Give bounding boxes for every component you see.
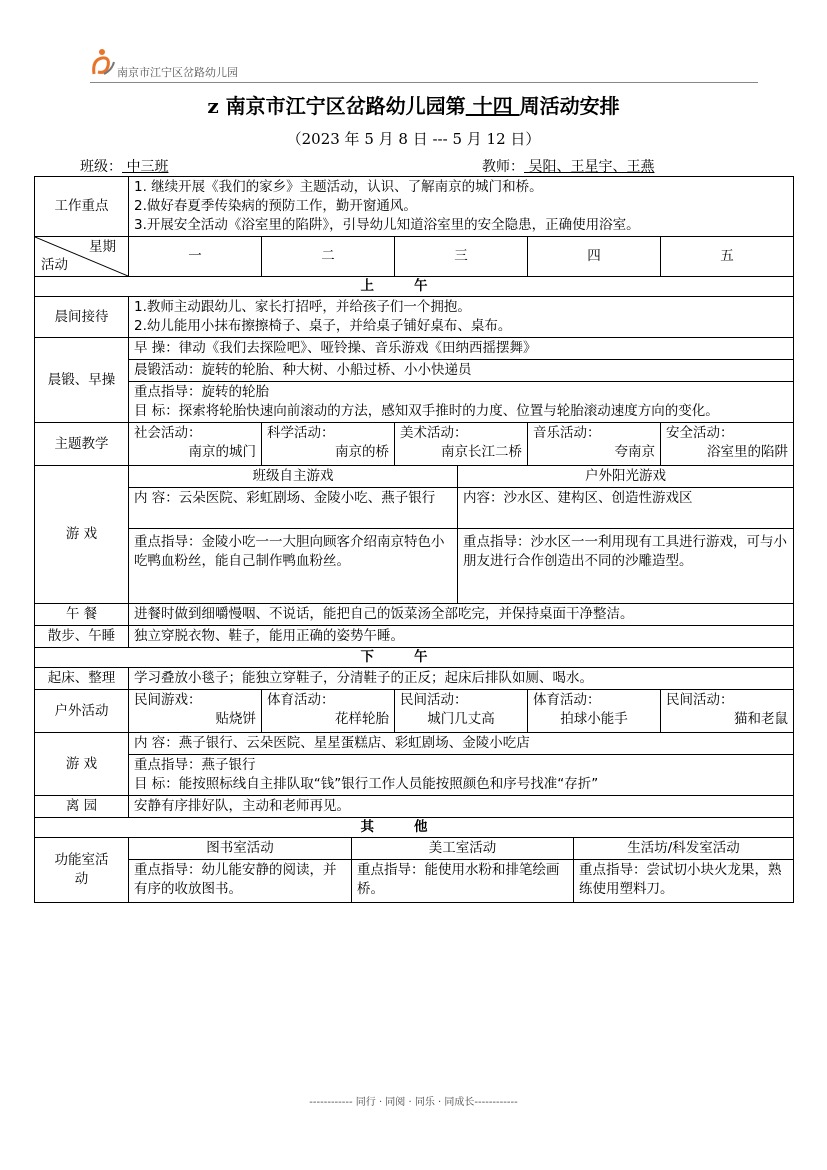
pm-games-focus: 重点指导：燕子银行 xyxy=(134,757,256,773)
weekday-tuesday: 二 xyxy=(262,237,395,277)
outdoor-item xyxy=(129,690,261,732)
work-focus-row xyxy=(35,177,794,237)
wakeup-label: 起床、整理 xyxy=(35,668,129,690)
other-section-row xyxy=(35,818,794,838)
outdoor-row xyxy=(35,690,794,733)
theme-name: 南京的城门 xyxy=(188,444,256,460)
theme-name: 南京长江二桥 xyxy=(441,444,522,460)
theme-type: 美术活动： xyxy=(400,425,468,441)
morning-activity-text: 晨锻活动：旋转的轮胎、种大树、小船过桥、小小快递员 xyxy=(129,360,794,382)
wakeup-row xyxy=(35,668,794,690)
outdoor-type: 民间活动： xyxy=(400,692,468,708)
exercise-focus-text: 重点指导：旋转的轮胎 xyxy=(134,384,269,400)
games-content xyxy=(129,466,794,604)
outdoor-name: 花样轮胎 xyxy=(335,711,389,727)
room-focus: 重点指导：能使用水粉和排笔绘画桥。 xyxy=(351,860,573,902)
morning-section-title: 上午 xyxy=(35,277,794,297)
page-title xyxy=(0,90,827,119)
exercise-goal-text: 目 标：探索将轮胎快速向前滚动的方法，感知双手推时的力度、位置与轮胎滚动速度方向的变化。 xyxy=(134,403,719,419)
theme-item xyxy=(394,423,527,465)
room-focus: 重点指导：尝试切小块火龙果，熟练使用塑料刀。 xyxy=(573,860,793,902)
morning-exercise-label: 晨锻、早操 xyxy=(35,338,129,423)
games-row xyxy=(35,466,794,604)
work-focus-line: 2.做好春夏季传染病的预防工作，勤开窗通风。 xyxy=(134,198,417,214)
lunch-row xyxy=(35,604,794,626)
outdoor-name: 城门几丈高 xyxy=(427,711,495,727)
outdoor-type: 体育活动： xyxy=(533,692,601,708)
weekday-thursday: 四 xyxy=(528,237,661,277)
work-focus-content xyxy=(129,177,794,237)
leave-row xyxy=(35,796,794,818)
afternoon-section-title: 下午 xyxy=(35,648,794,668)
theme-teaching-label: 主题教学 xyxy=(35,423,129,466)
leave-text: 安静有序排好队，主动和老师再见。 xyxy=(129,796,794,818)
outdoor-label: 户外活动 xyxy=(35,690,129,733)
morning-reception-label: 晨间接待 xyxy=(35,297,129,338)
room-focus: 重点指导：幼儿能安静的阅读，并有序的收放图书。 xyxy=(134,862,337,897)
lunch-text: 进餐时做到细嚼慢咽、不说话，能把自己的饭菜汤全部吃完，并保持桌面干净整洁。 xyxy=(129,604,794,626)
teacher-label: 教师： xyxy=(482,159,524,175)
title-suffix: 周活动安排 xyxy=(519,94,620,118)
function-rooms-label-text: 功能室活动 xyxy=(54,852,109,887)
page-header xyxy=(90,44,758,83)
class-game-focus: 重点指导：金陵小吃一一大胆向顾客介绍南京特色小吃鸭血粉丝，能自己制作鸭血粉丝。 xyxy=(134,534,445,569)
pm-games-goal: 目 标：能按照标线自主排队取“钱”银行工作人员能按照颜色和序号找准“存折” xyxy=(134,776,599,792)
reception-line: 1.教师主动跟幼儿、家长打招呼，并给孩子们一个拥抱。 xyxy=(134,299,471,315)
corner-top-label: 星期 xyxy=(89,239,116,255)
morning-exercise-row-3 xyxy=(35,382,794,423)
teacher-value: 吴阳、王星宇、王燕 xyxy=(524,159,655,175)
outdoor-item xyxy=(261,690,394,732)
outdoor-type: 体育活动： xyxy=(267,692,335,708)
morning-exercise-row-1 xyxy=(35,338,794,360)
theme-type: 科学活动： xyxy=(267,425,335,441)
leave-label: 离 园 xyxy=(35,796,129,818)
title-week: 十四 xyxy=(465,94,520,118)
page-footer: ------------ 同行 · 同阅 · 同乐 · 同成长------------ xyxy=(309,1097,518,1108)
morning-reception-row xyxy=(35,297,794,338)
function-rooms-cells xyxy=(129,838,794,903)
class-label: 班级： xyxy=(80,159,122,175)
date-range: （2023 年 5 月 8 日 --- 5 月 12 日） xyxy=(286,130,541,148)
diagonal-corner-cell xyxy=(35,237,129,277)
outdoor-name: 贴烧饼 xyxy=(215,711,256,727)
pm-games-content: 内 容：燕子银行、云朵医院、星星蛋糕店、彩虹剧场、金陵小吃店 xyxy=(129,733,794,755)
theme-teaching-cells xyxy=(129,423,794,466)
theme-name: 夸南京 xyxy=(614,444,655,460)
weekday-header-row xyxy=(35,237,794,277)
morning-section-row xyxy=(35,277,794,297)
theme-item xyxy=(129,423,261,465)
nap-row xyxy=(35,626,794,648)
outdoor-item xyxy=(527,690,660,732)
morning-exercise-focus xyxy=(129,382,794,423)
morning-reception-content xyxy=(129,297,794,338)
title-prefix: z 南京市江宁区岔路幼儿园第 xyxy=(207,94,466,118)
games-label: 游 戏 xyxy=(35,466,129,604)
reception-line: 2.幼儿能用小抹布擦擦椅子、桌子，并给桌子铺好桌布、桌布。 xyxy=(134,318,512,334)
pm-games-label: 游 戏 xyxy=(35,733,129,796)
class-game-content: 内 容：云朵医院、彩虹剧场、金陵小吃、燕子银行 xyxy=(129,488,457,529)
outdoor-game-content: 内容：沙水区、建构区、创造性游戏区 xyxy=(457,488,793,529)
teacher-info xyxy=(482,156,654,176)
room-title: 美工室活动 xyxy=(351,838,573,860)
function-rooms-label xyxy=(35,838,129,903)
weekday-monday: 一 xyxy=(129,237,262,277)
theme-item xyxy=(660,423,793,465)
corner-bottom-label: 活动 xyxy=(41,257,68,273)
theme-name: 南京的桥 xyxy=(335,444,389,460)
pm-games-row-1 xyxy=(35,733,794,755)
outdoor-game-focus: 重点指导：沙水区一一利用现有工具进行游戏，可与小朋友进行合作创造出不同的沙雕造型。 xyxy=(457,529,793,603)
theme-item xyxy=(261,423,394,465)
morning-exercise-text: 早 操：律动《我们去探险吧》、哑铃操、音乐游戏《田纳西摇摆舞》 xyxy=(129,338,794,360)
outdoor-name: 猫和老鼠 xyxy=(734,711,788,727)
outdoor-type: 民间游戏： xyxy=(134,692,202,708)
school-name-small: 南京市江宁区岔路幼儿园 xyxy=(117,66,238,79)
theme-type: 安全活动： xyxy=(666,425,734,441)
class-game-title: 班级自主游戏 xyxy=(129,466,457,488)
afternoon-section-row xyxy=(35,648,794,668)
outdoor-game-title: 户外阳光游戏 xyxy=(457,466,793,488)
function-rooms-row xyxy=(35,838,794,903)
outdoor-name: 拍球小能手 xyxy=(560,711,628,727)
pm-games-focus-cell xyxy=(129,755,794,796)
class-info xyxy=(80,156,168,176)
outdoor-cells xyxy=(129,690,794,733)
weekday-wednesday: 三 xyxy=(395,237,528,277)
outdoor-item xyxy=(660,690,793,732)
wakeup-text: 学习叠放小毯子；能独立穿鞋子，分清鞋子的正反；起床后排队如厕、喝水。 xyxy=(129,668,794,690)
room-title: 图书室活动 xyxy=(129,838,351,860)
theme-type: 音乐活动： xyxy=(533,425,601,441)
lunch-label: 午 餐 xyxy=(35,604,129,626)
schedule-table xyxy=(34,176,794,903)
theme-type: 社会活动： xyxy=(134,425,202,441)
work-focus-line: 1. 继续开展《我们的家乡》主题活动，认识、了解南京的城门和桥。 xyxy=(134,179,543,195)
theme-name: 浴室里的陷阱 xyxy=(707,444,788,460)
morning-exercise-row-2 xyxy=(35,360,794,382)
weekday-friday: 五 xyxy=(661,237,794,277)
nap-label: 散步、午睡 xyxy=(35,626,129,648)
theme-item xyxy=(527,423,660,465)
theme-teaching-row xyxy=(35,423,794,466)
outdoor-item xyxy=(394,690,527,732)
school-logo-icon xyxy=(90,46,116,76)
nap-text: 独立穿脱衣物、鞋子，能用正确的姿势午睡。 xyxy=(129,626,794,648)
work-focus-line: 3.开展安全活动《浴室里的陷阱》，引导幼儿知道浴室里的安全隐患，正确使用浴室。 xyxy=(134,217,640,233)
room-title: 生活坊/科发室活动 xyxy=(573,838,793,860)
class-value: 中三班 xyxy=(122,159,169,175)
work-focus-label: 工作重点 xyxy=(35,177,129,237)
other-section-title: 其他 xyxy=(35,818,794,838)
pm-games-row-2 xyxy=(35,755,794,796)
outdoor-type: 民间活动： xyxy=(666,692,734,708)
